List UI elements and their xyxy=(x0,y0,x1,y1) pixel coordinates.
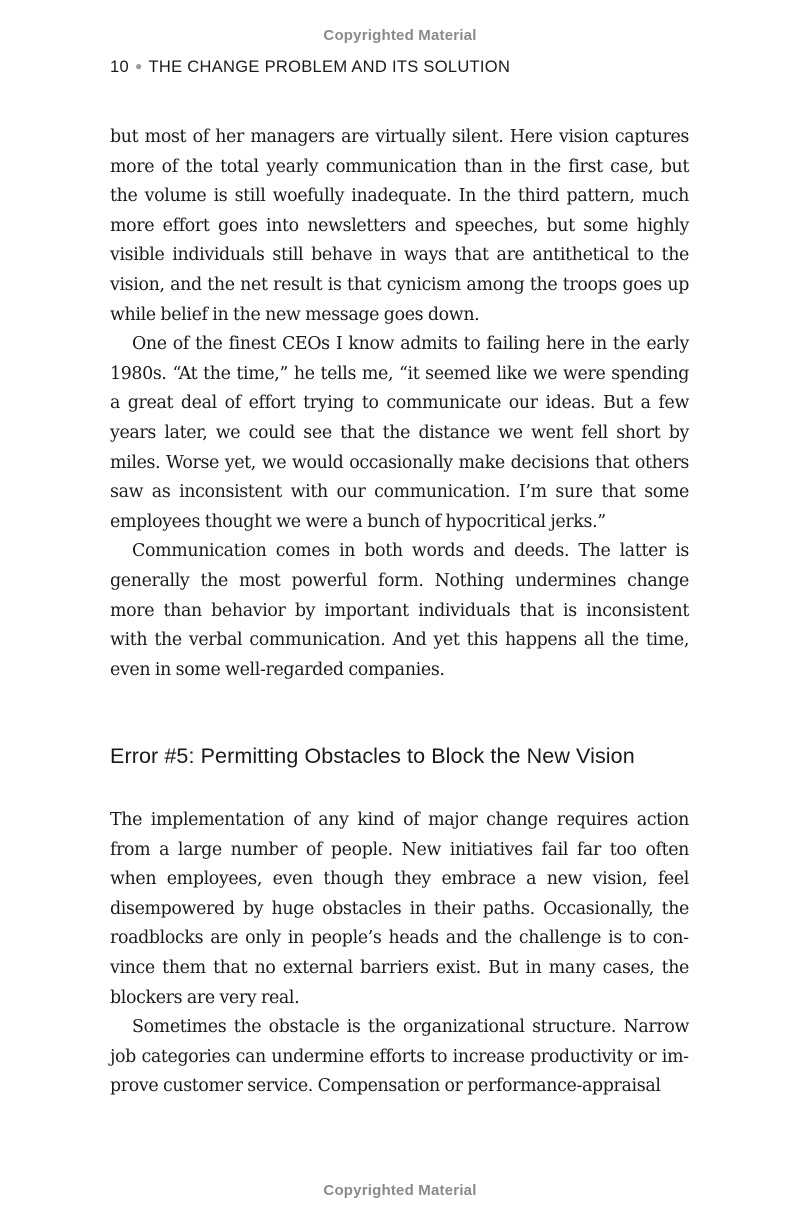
running-head xyxy=(110,58,510,77)
body-text-after-heading xyxy=(110,806,689,1102)
paragraph-1: but most of her managers are virtually silent. Here vision captures more of the total yearly communication than in the first case, but the volume is still woefully inadequate. In the third pattern, much more effort goes into newsletters and speeches, but some highly visible individuals still behave in ways that are antithetical to the vision, and the net result is that cynicism among the troops goes up while belief in the new message goes down. xyxy=(110,127,689,325)
paragraph-4: The implementation of any kind of major change requires action from a large number of people. New initiatives fail far too often when employees, even though they embrace a new vision, feel disempowered by huge obstacles in their paths. Occasionally, the roadblocks are only in people’s heads and the challenge is to convince them that no external barriers exist. But in many cases, the blockers are very real. xyxy=(110,810,689,1008)
watermark-top: Copyrighted Material xyxy=(323,27,477,44)
paragraph-3: Communication comes in both words and deeds. The latter is generally the most powerful form. Nothing undermines change more than behavior by important individuals that is inconsistent with the verbal communication. And yet this happens all the time, even in some well-regarded companies. xyxy=(110,541,689,680)
paragraph-2: One of the finest CEOs I know admits to failing here in the early 1980s. “At the time,” he tells me, “it seemed like we were spending a great deal of effort trying to communicate our ideas. But a few years later, we could see that the distance we went fell short by miles. Worse yet, we would occasionally make decisions that others saw as inconsistent with our communication. I’m sure that some employees thought we were a bunch of hypocritical jerks.” xyxy=(110,334,689,532)
bullet-separator-icon: ● xyxy=(134,59,143,73)
section-heading: Error #5: Permitting Obstacles to Block the New Vision xyxy=(110,744,635,768)
body-text-before-heading xyxy=(110,123,689,685)
running-head-title: THE CHANGE PROBLEM AND ITS SOLUTION xyxy=(148,58,511,76)
watermark-bottom: Copyrighted Material xyxy=(323,1182,477,1199)
paragraph-5: Sometimes the obstacle is the organizational structure. Narrow job categories can undermine efforts to increase productivity or improve customer service. Compensation or performance-appraisal xyxy=(110,1017,689,1097)
page-number: 10 xyxy=(110,58,129,76)
